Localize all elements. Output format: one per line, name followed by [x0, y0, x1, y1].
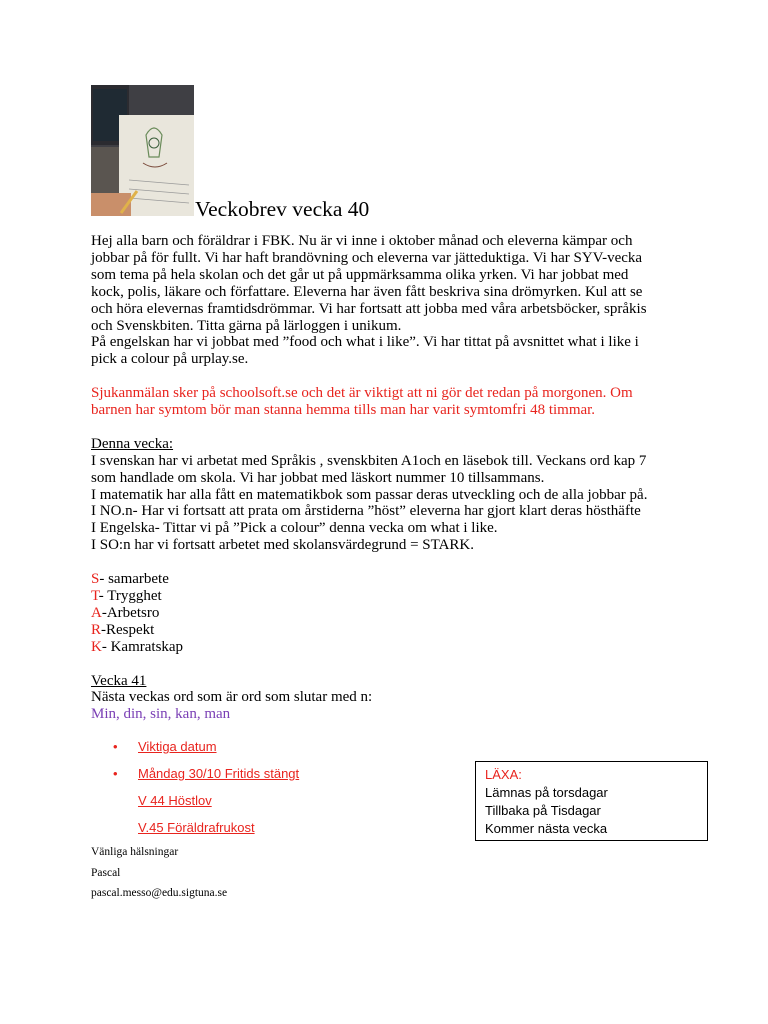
stark-word: - Kamratskap	[101, 638, 184, 655]
homework-box	[475, 761, 708, 841]
homework-line: Kommer nästa vecka	[485, 821, 608, 836]
bullet-icon: •	[113, 766, 118, 781]
date-text: Viktiga datum	[138, 739, 217, 754]
next-week-heading: Vecka 41	[91, 672, 147, 689]
sick-notice-line: barnen har symtom bör man stanna hemma tills man har varit symtomfri 48 timmar.	[91, 402, 596, 419]
this-week-line: I svenskan har vi arbetat med Språkis , svenskbiten A1och en läsebok till. Veckans ord kap 7	[91, 452, 647, 469]
this-week-line: som handlade om skola. Vi har jobbat med läskort nummer 10 tillsammans.	[91, 469, 545, 486]
intro-line: pick a colour på urplay.se.	[91, 351, 249, 368]
intro-line: Hej alla barn och föräldrar i FBK. Nu är vi inne i oktober månad och eleverna kämpar och	[91, 233, 633, 249]
date-text: Måndag 30/10 Fritids stängt	[138, 766, 300, 781]
homework-line: Lämnas på torsdagar	[485, 785, 608, 800]
signature-block	[91, 844, 227, 906]
stark-item	[91, 639, 691, 656]
page-title: Veckobrev vecka 40	[195, 197, 370, 221]
letter-body	[91, 233, 691, 723]
next-week-text: Nästa veckas ord som är ord som slutar med n:	[91, 689, 373, 706]
date-text: V 44 Höstlov	[138, 793, 212, 808]
author-email[interactable]: pascal.messo@edu.sigtuna.se	[91, 887, 228, 899]
stark-letter: T	[91, 587, 99, 604]
author-name: Pascal	[91, 866, 121, 879]
date-item[interactable]	[91, 790, 299, 817]
date-item[interactable]	[91, 763, 299, 790]
this-week-heading: Denna vecka:	[91, 435, 174, 452]
this-week-line: I NO.n- Har vi fortsatt att prata om årstiderna ”höst” eleverna har gjort klart deras hösthäfte	[91, 503, 641, 520]
bullet-icon: •	[113, 739, 118, 754]
weekly-words: Min, din, sin, kan, man	[91, 706, 231, 723]
this-week-line: I matematik har alla fått en matematikbok som passar deras utveckling och de alla jobbar på.	[91, 486, 648, 503]
sick-notice-line: Sjukanmälan sker på schoolsoft.se och det är viktigt att ni gör det redan på morgonen. Om	[91, 385, 633, 402]
stark-letter: K	[91, 638, 102, 655]
stark-item	[91, 622, 691, 639]
stark-item	[91, 588, 691, 605]
date-text: V.45 Föräldrafrukost	[138, 820, 255, 835]
this-week-line: I Engelska- Tittar vi på ”Pick a colour” denna vecka om what i like.	[91, 520, 498, 537]
stark-item	[91, 605, 691, 622]
stark-word: - Trygghet	[98, 587, 162, 604]
greeting: Vänliga hälsningar	[91, 846, 179, 858]
stark-item	[91, 571, 691, 588]
intro-line: och Svenskbiten. Titta gärna på lärloggen i unikum.	[91, 317, 402, 334]
intro-line: som tema på hela skolan och det går ut på uppmärksamma olika yrken. Vi har jobbat med	[91, 266, 629, 283]
intro-line: jobbar på för fullt. Vi har haft brandövning och eleverna var jätteduktiga. Vi har SYV-vecka	[91, 249, 643, 266]
intro-line: kock, polis, läkare och författare. Eleverna har även fått beskriva sina drömyrken. Kul att se	[91, 283, 643, 300]
intro-line: På engelskan har vi jobbat med ”food och what i like”. Vi har tittat på avsnittet what i like i	[91, 334, 639, 351]
stark-word: - samarbete	[99, 571, 169, 588]
important-dates-list	[91, 736, 299, 844]
student-drawing-photo	[91, 85, 194, 216]
date-item[interactable]	[91, 817, 299, 844]
homework-heading: LÄXA:	[485, 767, 522, 782]
date-item[interactable]	[91, 736, 299, 763]
this-week-line: I SO:n har vi fortsatt arbetet med skolansvärdegrund = STARK.	[91, 537, 475, 554]
intro-line: och höra elevernas framtidsdrömmar. Vi har fortsatt att jobba med våra arbetsböcker, språkis	[91, 300, 647, 317]
homework-line: Tillbaka på Tisdagar	[485, 803, 601, 818]
stark-letter: A	[91, 604, 102, 621]
stark-word: -Respekt	[101, 621, 155, 638]
stark-word: -Arbetsro	[101, 604, 160, 621]
stark-letter: R	[91, 621, 102, 638]
stark-letter: S	[91, 571, 100, 588]
